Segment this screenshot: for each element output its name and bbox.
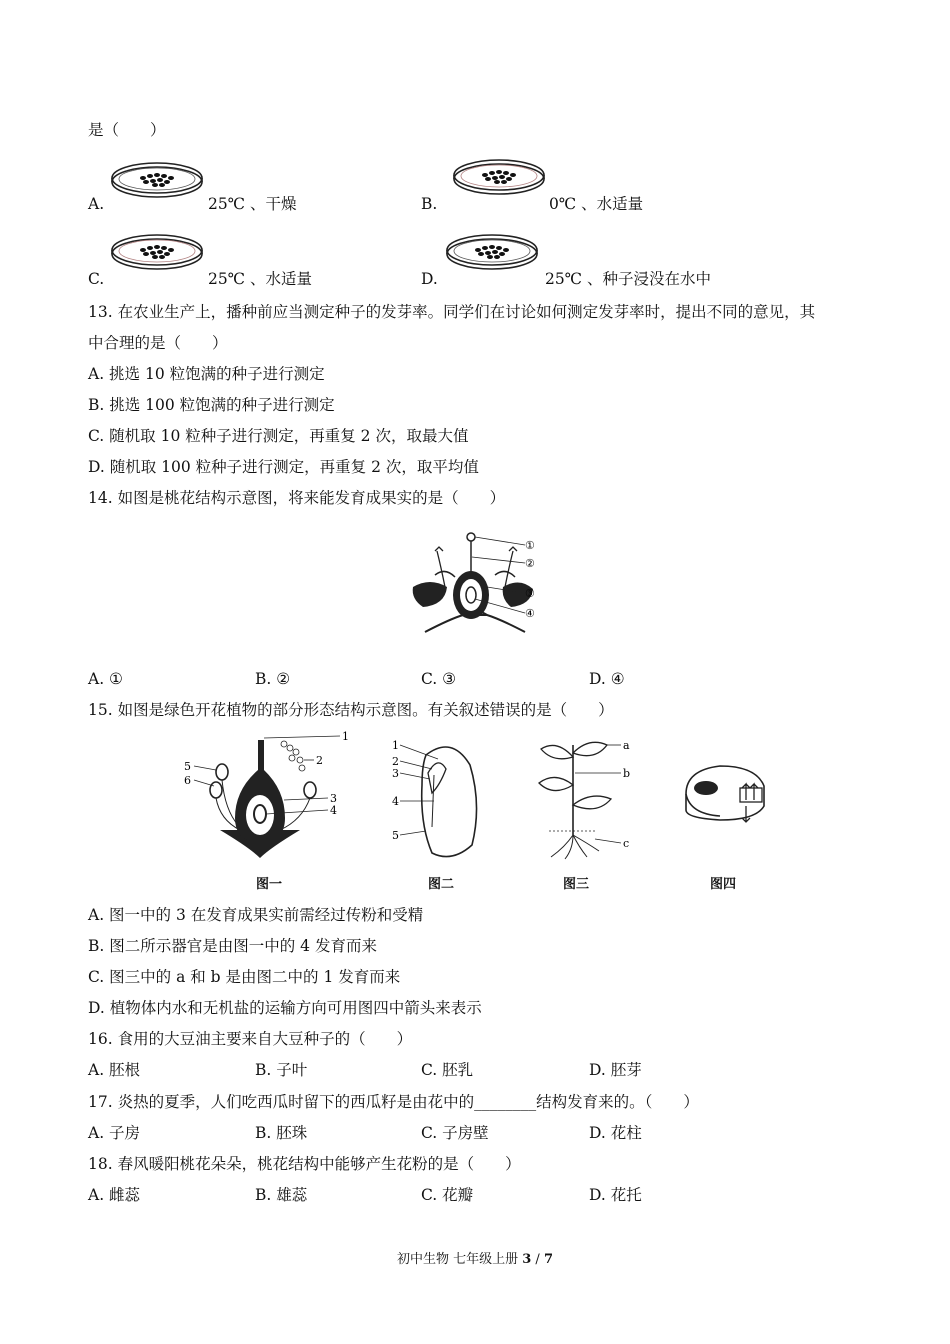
q14-option-b: B. ② (255, 670, 291, 688)
q17-option-d: D. 花柱 (589, 1124, 642, 1142)
q18-option-b: B. 雄蕊 (255, 1186, 308, 1204)
petri-dish-c (110, 230, 205, 280)
q13-option-d: D. 随机取 100 粒种子进行测定，再重复 2 次，取平均值 (88, 458, 479, 476)
q17-stem: 17. 炎热的夏季，人们吃西瓜时留下的西瓜籽是由花中的________结构发育来的。（ ） (88, 1093, 699, 1111)
fig2-label-3: 3 (392, 767, 399, 780)
fig3-caption: 图三 (563, 877, 590, 892)
fig3-label-c: c (623, 837, 630, 850)
q13-stem-line1: 13. 在农业生产上，播种前应当测定种子的发芽率。同学们在讨论如何测定发芽率时，提出不同的意见，其 (88, 303, 816, 321)
q17-option-a: A. 子房 (88, 1124, 141, 1142)
footer-subject: 初中生物 七年级上册 (396, 1252, 523, 1267)
q13-option-b: B. 挑选 100 粒饱满的种子进行测定 (88, 396, 335, 414)
fig1-label-5: 5 (184, 760, 191, 773)
q13-stem-line2: 中合理的是（ ） (88, 334, 228, 352)
q14-option-a: A. ① (88, 670, 123, 688)
fig4-stem-section-diagram (676, 760, 776, 850)
fig2-caption: 图二 (428, 877, 455, 892)
fig1-label-6: 6 (184, 774, 191, 787)
q15-option-b: B. 图二所示器官是由图一中的 4 发育而来 (88, 937, 377, 955)
q12-option-a-letter: A. (88, 195, 105, 213)
petri-dish-d (445, 230, 540, 280)
flower-label-3: ③ (525, 587, 535, 600)
fig2-label-2: 2 (392, 755, 399, 768)
q12-option-c-letter: C. (88, 270, 105, 288)
q18-option-a: A. 雌蕊 (88, 1186, 141, 1204)
fig1-label-2: 2 (316, 754, 323, 767)
q16-stem: 16. 食用的大豆油主要来自大豆种子的（ ） (88, 1030, 413, 1048)
q16-option-c: C. 胚乳 (421, 1061, 474, 1079)
flower-label-4: ④ (525, 607, 535, 620)
q12-option-b-letter: B. (421, 195, 438, 213)
q12-option-b-caption: 0℃ 、水适量 (549, 195, 644, 213)
petri-dish-b (452, 155, 547, 205)
fig1-label-1: 1 (342, 730, 349, 743)
q13-option-c: C. 随机取 10 粒种子进行测定，再重复 2 次，取最大值 (88, 427, 469, 445)
q15-stem: 15. 如图是绿色开花植物的部分形态结构示意图。有关叙述错误的是（ ） (88, 701, 614, 719)
footer-separator: / (531, 1252, 544, 1267)
q15-option-a: A. 图一中的 3 在发育成果实前需经过传粉和受精 (88, 906, 424, 924)
fig2-label-5: 5 (392, 829, 399, 842)
q14-option-c: C. ③ (421, 670, 457, 688)
q18-option-c: C. 花瓣 (421, 1186, 474, 1204)
q18-option-d: D. 花托 (589, 1186, 642, 1204)
fig1-flower-diagram (180, 730, 360, 860)
petri-dish-a (110, 158, 205, 208)
q15-option-c: C. 图三中的 a 和 b 是由图二中的 1 发育而来 (88, 968, 401, 986)
fig2-label-1: 1 (392, 739, 399, 752)
q12-option-a-caption: 25℃ 、干燥 (208, 195, 297, 213)
q12-option-d-letter: D. (421, 270, 438, 288)
q16-option-a: A. 胚根 (88, 1061, 141, 1079)
footer-total-pages: 7 (543, 1252, 553, 1267)
fig3-label-a: a (623, 739, 630, 752)
q14-stem: 14. 如图是桃花结构示意图，将来能发育成果实的是（ ） (88, 489, 506, 507)
fig4-caption: 图四 (710, 877, 737, 892)
fig3-seedling-diagram (535, 735, 645, 865)
page-footer (0, 1248, 950, 1267)
q16-option-b: B. 子叶 (255, 1061, 308, 1079)
q12-option-d-caption: 25℃ 、种子浸没在水中 (545, 270, 711, 288)
flower-label-1: ① (525, 539, 535, 552)
q15-option-d: D. 植物体内水和无机盐的运输方向可用图四中箭头来表示 (88, 999, 482, 1017)
fig2-label-4: 4 (392, 795, 399, 808)
fig2-seed-diagram (392, 735, 492, 865)
peach-flower-diagram (405, 527, 545, 647)
fig1-label-4: 4 (330, 804, 337, 817)
q13-option-a: A. 挑选 10 粒饱满的种子进行测定 (88, 365, 325, 383)
footer-page-number: 3 (522, 1252, 532, 1267)
q12-stem-tail: 是（ ） (88, 121, 166, 139)
q17-option-b: B. 胚珠 (255, 1124, 308, 1142)
fig3-label-b: b (623, 767, 631, 780)
q17-option-c: C. 子房壁 (421, 1124, 489, 1142)
q12-option-c-caption: 25℃ 、水适量 (208, 270, 312, 288)
q18-stem: 18. 春风暖阳桃花朵朵，桃花结构中能够产生花粉的是（ ） (88, 1155, 521, 1173)
fig1-label-3: 3 (330, 792, 337, 805)
q14-option-d: D. ④ (589, 670, 625, 688)
fig1-caption: 图一 (256, 877, 283, 892)
q16-option-d: D. 胚芽 (589, 1061, 642, 1079)
flower-label-2: ② (525, 557, 535, 570)
